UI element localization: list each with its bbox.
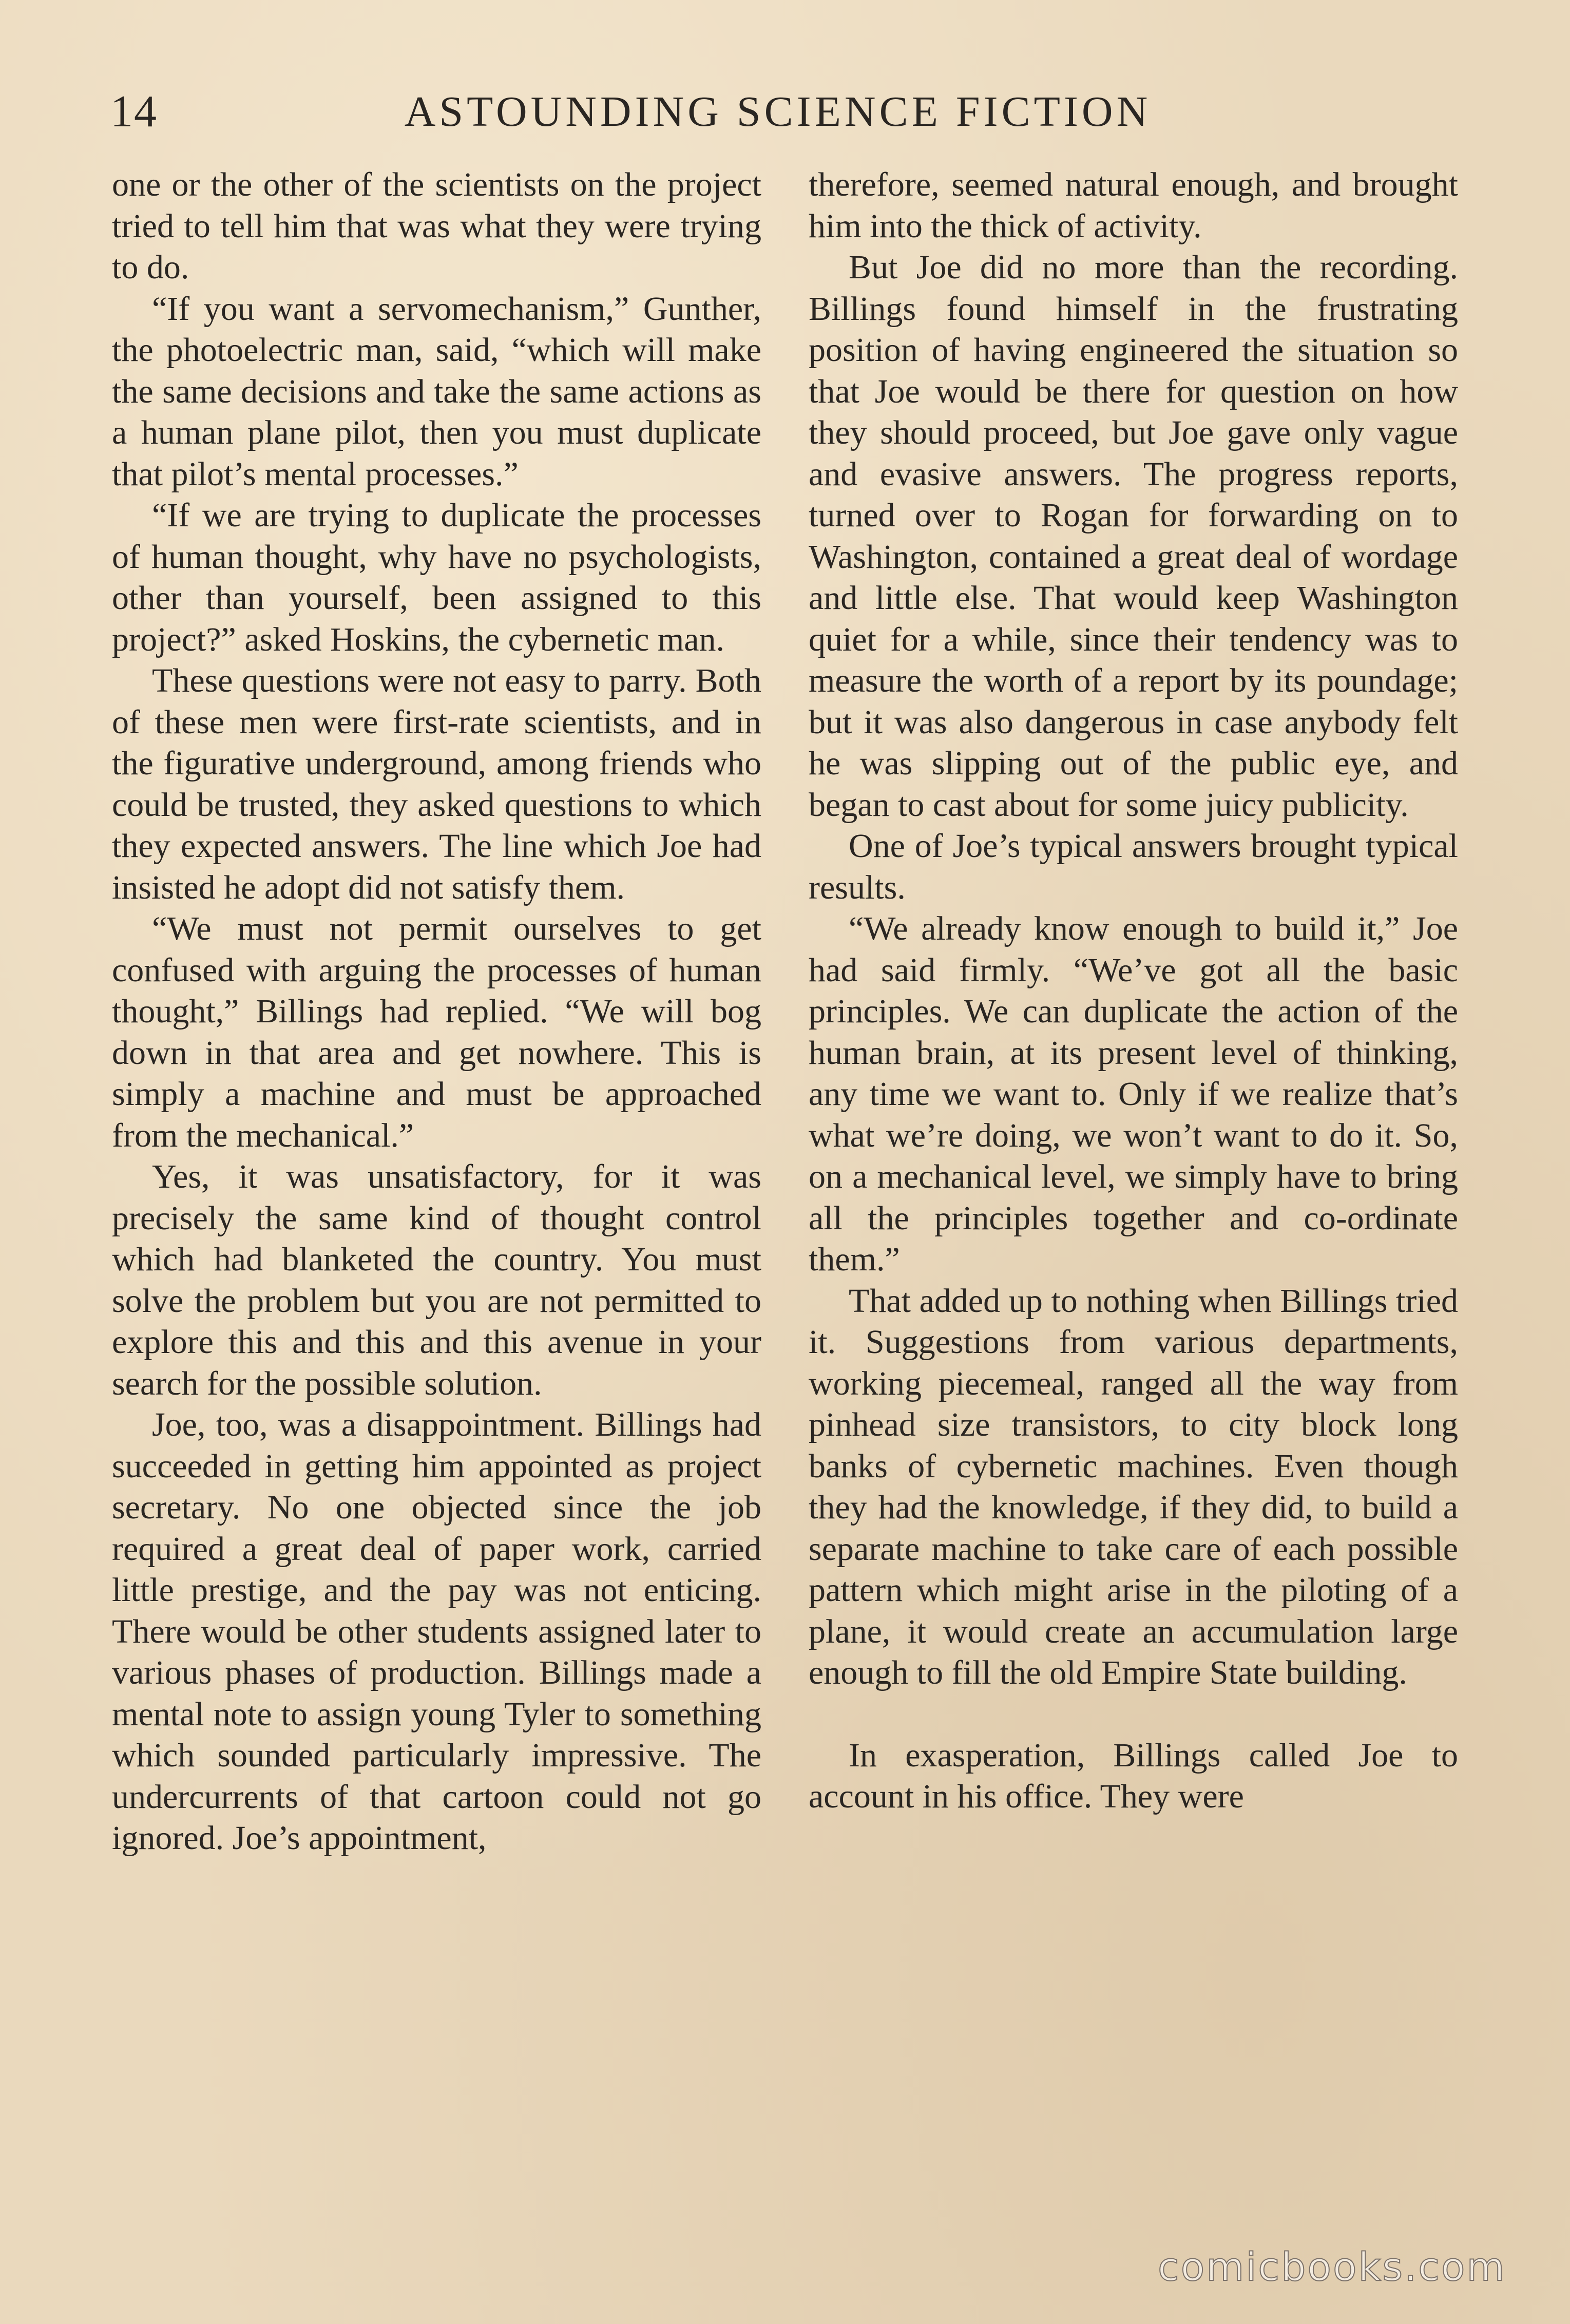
- right-paragraph-6: In exasperation, Billings called Joe to account in his office. They were: [809, 1736, 1458, 1815]
- left-paragraph-5: “We must not permit ourselves to get confused with arguing the processes of human thought,” Billings had replied. “We will bog down in that area and get nowhere. This is simply a machine and must be approached from the mechanical.”: [112, 910, 761, 1154]
- right-column: [809, 164, 1458, 1818]
- section-break: [809, 1694, 1458, 1735]
- page-number: 14: [110, 87, 158, 137]
- left-paragraph-3: “If we are trying to duplicate the processes of human thought, why have no psychologists, other than yourself, been assigned to this project?” asked Hoskins, the cybernetic man.: [112, 497, 761, 658]
- right-paragraph-5: That added up to nothing when Billings tried it. Suggestions from various departments, working piecemeal, ranged all the way from pinhead size transistors, to city block long banks of cybernetic machines. Even though they had the knowledge, if they did, to build a separate machine to take care of each possible pattern which might arise in the piloting of a plane, it would create an accumulation large enough to fill the old Empire State building.: [809, 1282, 1458, 1691]
- right-paragraph-2: But Joe did no more than the recording. Billings found himself in the frustrating position of having engineered the situation so that Joe would be there for question on how they should proceed, but Joe gave only vague and evasive answers. The progress reports, turned over to Rogan for forwarding on to Washington, contained a great deal of wordage and little else. That would keep Washington quiet for a while, since their tendency was to measure the worth of a report by its poundage; but it was also dangerous in case anybody felt he was slipping out of the public eye, and began to cast about for some juicy publicity.: [809, 249, 1458, 824]
- left-paragraph-1: one or the other of the scientists on the project tried to tell him that was what they were trying to do.: [112, 166, 761, 286]
- running-head: ASTOUNDING SCIENCE FICTION: [404, 88, 1152, 136]
- watermark: comicbooks.com: [1158, 2244, 1506, 2290]
- left-column: [112, 164, 761, 1859]
- right-paragraph-4: “We already know enough to build it,” Joe had said firmly. “We’ve got all the basic principles. We can duplicate the action of the human brain, at its present level of thinking, any time we want to. Only if we realize that’s what we’re doing, we won’t want to do it. So, on a mechanical level, we simply have to bring all the principles together and co-ordinate them.”: [809, 910, 1458, 1278]
- left-paragraph-7: Joe, too, was a disappointment. Billings had succeeded in getting him appointed as project secretary. No one objected since the job required a great deal of paper work, carried little prestige, and the pay was not enticing. There would be other students assigned later to various phases of production. Billings made a mental note to assign young Tyler to something which sounded particularly impressive. The undercurrents of that cartoon could not go ignored. Joe’s appointment,: [112, 1406, 761, 1857]
- left-paragraph-6: Yes, it was unsatisfactory, for it was precisely the same kind of thought control which had blanketed the country. You must solve the problem but you are not permitted to explore this and this and this avenue in your search for the possible solution.: [112, 1158, 761, 1402]
- right-paragraph-1: therefore, seemed natural enough, and brought him into the thick of activity.: [809, 166, 1458, 245]
- left-paragraph-2: “If you want a servomechanism,” Gunther, the photoelectric man, said, “which will make the same decisions and take the same actions as a human plane pilot, then you must duplicate that pilot’s mental processes.”: [112, 290, 761, 493]
- left-paragraph-4: These questions were not easy to parry. Both of these men were first-rate scientists, and in the figurative underground, among friends who could be trusted, they asked questions to which they expected answers. The line which Joe had insisted he adopt did not satisfy them.: [112, 662, 761, 906]
- right-paragraph-3: One of Joe’s typical answers brought typical results.: [809, 827, 1458, 906]
